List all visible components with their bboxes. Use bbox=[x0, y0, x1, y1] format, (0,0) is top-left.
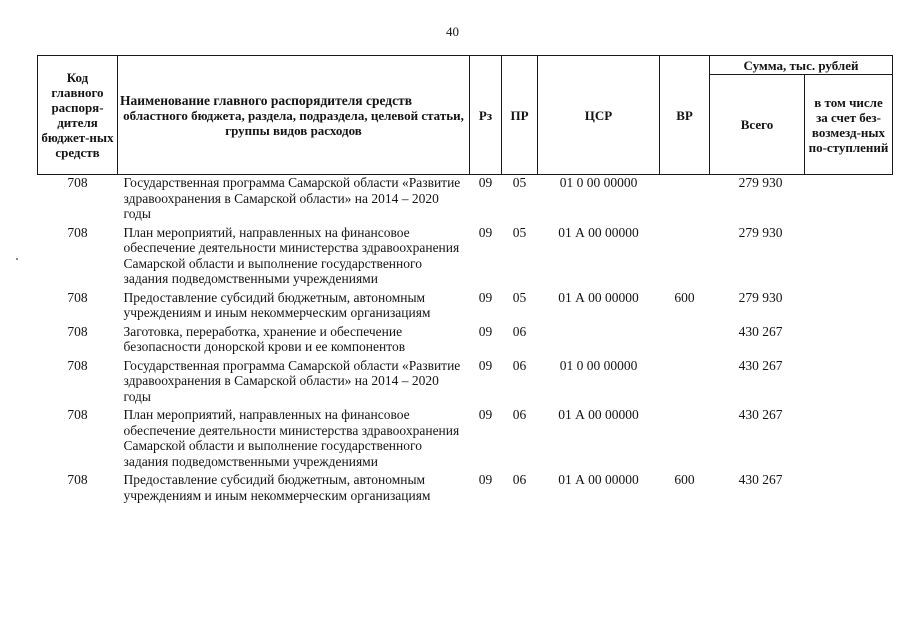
cell-name: Предоставление субсидий бюджетным, автономным учреждениям и иным некоммерческим организациям bbox=[123, 472, 431, 503]
header-sum: Сумма, тыс. рублей bbox=[710, 56, 893, 75]
header-vr: ВР bbox=[660, 56, 710, 175]
cell-name: Предоставление субсидий бюджетным, автономным учреждениям и иным некоммерческим организациям bbox=[123, 289, 431, 320]
cell-pr: 06 bbox=[512, 407, 527, 422]
header-csr: ЦСР bbox=[538, 56, 660, 175]
budget-table bbox=[37, 55, 893, 506]
table-header bbox=[38, 56, 893, 175]
header-name bbox=[118, 56, 470, 175]
cell-vr bbox=[660, 225, 710, 290]
scan-speck bbox=[16, 258, 18, 260]
cell-vr bbox=[660, 175, 710, 225]
cell-rz: 09 bbox=[478, 357, 493, 373]
cell-code: 708 bbox=[67, 323, 88, 339]
cell-grant bbox=[805, 472, 893, 506]
cell-name: Государственная программа Самарской области «Развитие здравоохранения в Самарской области» на 2014 – 2020 годы bbox=[123, 175, 461, 221]
header-grant: в том числе за счет без-возмезд-ных по-ступлений bbox=[805, 75, 893, 175]
cell-total: 279 930 bbox=[738, 289, 783, 305]
cell-grant bbox=[805, 175, 893, 225]
cell-csr: 01 А 00 00000 bbox=[558, 472, 639, 487]
cell-csr bbox=[538, 324, 660, 358]
cell-pr: 06 bbox=[512, 472, 527, 487]
cell-grant bbox=[805, 407, 893, 472]
cell-vr bbox=[660, 407, 710, 472]
cell-rz: 09 bbox=[478, 289, 493, 305]
cell-vr bbox=[660, 324, 710, 358]
cell-total: 430 267 bbox=[738, 407, 783, 422]
table-row bbox=[38, 472, 893, 506]
cell-rz: 09 bbox=[478, 175, 493, 190]
table-body bbox=[38, 175, 893, 507]
table-row bbox=[38, 324, 893, 358]
cell-csr: 01 А 00 00000 bbox=[558, 407, 639, 422]
cell-total: 279 930 bbox=[738, 224, 783, 240]
cell-total: 430 267 bbox=[738, 323, 783, 339]
cell-csr: 01 А 00 00000 bbox=[558, 224, 639, 240]
table-row bbox=[38, 225, 893, 290]
cell-csr: 01 0 00 00000 bbox=[559, 357, 638, 373]
cell-vr bbox=[660, 358, 710, 408]
cell-grant bbox=[805, 358, 893, 408]
cell-code: 708 bbox=[67, 407, 88, 422]
cell-total: 430 267 bbox=[738, 472, 783, 487]
cell-total: 430 267 bbox=[738, 357, 783, 373]
table-row bbox=[38, 290, 893, 324]
header-code: Код главного распоря-дителя бюджет-ных средств bbox=[38, 56, 118, 175]
cell-vr: 600 bbox=[674, 289, 695, 305]
cell-pr: 05 bbox=[512, 175, 527, 190]
cell-csr: 01 0 00 00000 bbox=[559, 175, 638, 190]
cell-name: Государственная программа Самарской области «Развитие здравоохранения в Самарской области» на 2014 – 2020 годы bbox=[123, 357, 461, 404]
header-pr: ПР bbox=[502, 56, 538, 175]
header-total: Всего bbox=[710, 75, 805, 175]
cell-code: 708 bbox=[67, 224, 88, 240]
cell-pr: 06 bbox=[512, 323, 527, 339]
cell-name: Заготовка, переработка, хранение и обеспечение безопасности донорской крови и ее компонентов bbox=[123, 323, 406, 354]
cell-csr: 01 А 00 00000 bbox=[558, 289, 639, 305]
header-name-main: Наименование главного распорядителя средств bbox=[120, 92, 413, 108]
cell-pr: 05 bbox=[512, 289, 527, 305]
cell-grant bbox=[805, 225, 893, 290]
cell-name: План мероприятий, направленных на финансовое обеспечение деятельности министерства здравоохранения Самарской области и выполнение государственного задания подведомственными учреждениями bbox=[123, 224, 460, 286]
cell-grant bbox=[805, 324, 893, 358]
header-name-sub: областного бюджета, раздела, подраздела, целевой статьи, группы видов расходов bbox=[123, 107, 464, 138]
cell-code: 708 bbox=[67, 357, 88, 373]
cell-code: 708 bbox=[67, 175, 88, 190]
cell-rz: 09 bbox=[478, 323, 493, 339]
table-row bbox=[38, 407, 893, 472]
cell-pr: 06 bbox=[512, 357, 527, 373]
table-row bbox=[38, 358, 893, 408]
cell-name: План мероприятий, направленных на финансовое обеспечение деятельности министерства здравоохранения Самарской области и выполнение государственного задания подведомственными учреждениями bbox=[123, 407, 460, 469]
page-number: 40 bbox=[446, 24, 459, 39]
cell-rz: 09 bbox=[478, 224, 493, 240]
cell-code: 708 bbox=[67, 472, 88, 487]
table-row bbox=[38, 175, 893, 225]
cell-pr: 05 bbox=[512, 224, 527, 240]
cell-grant bbox=[805, 290, 893, 324]
cell-rz: 09 bbox=[478, 407, 493, 422]
cell-rz: 09 bbox=[478, 472, 493, 487]
cell-total: 279 930 bbox=[738, 175, 783, 190]
cell-code: 708 bbox=[67, 289, 88, 305]
cell-vr: 600 bbox=[674, 472, 695, 487]
header-rz: Рз bbox=[470, 56, 502, 175]
